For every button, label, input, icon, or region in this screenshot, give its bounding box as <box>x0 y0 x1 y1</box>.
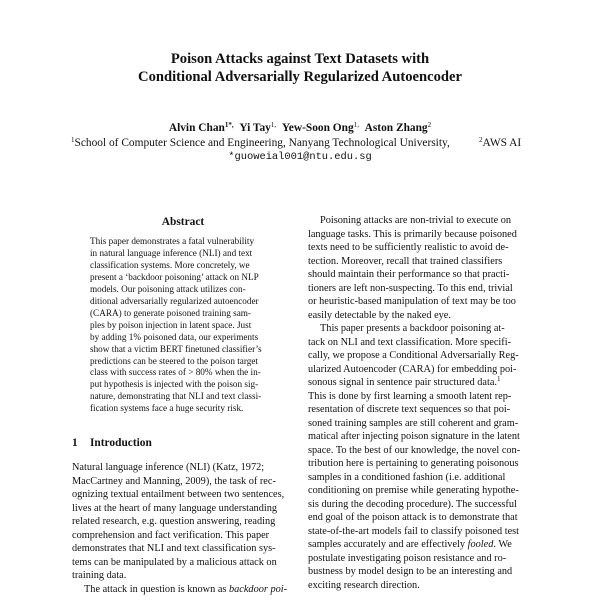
affil-sup-2: 2 <box>479 136 483 144</box>
author-sup: 1, <box>353 121 359 129</box>
text-line: (CARA) to generate poisoned training sam- <box>90 307 251 318</box>
author-sup: 1, <box>270 121 277 129</box>
affil-aws: AWS AI <box>482 137 522 149</box>
text-line: nature, demonstrating that NLI and text classi- <box>90 391 262 402</box>
text-line: conditioning on premise while generating hypothe- <box>308 485 519 496</box>
text-line: exciting research direction. <box>308 579 420 591</box>
text-line: tack on NLI and text classification. More specifi- <box>308 336 512 348</box>
author-sup: 2 <box>427 121 432 129</box>
text-line: samples accurately and are effectively fooled. We <box>308 539 512 550</box>
text-line: models. Our poisoning attack utilizes con- <box>90 283 246 294</box>
affil-sup-1: 1 <box>71 136 75 144</box>
text-line: fication systems face a huge security risk. <box>90 403 244 414</box>
right-column <box>308 214 532 592</box>
author-list <box>0 121 600 135</box>
text-line: soned training samples are still coherent and gram- <box>308 417 519 429</box>
text-line: end goal of the poison attack is to demonstrate that <box>308 512 518 523</box>
author-name: Aston Zhang <box>364 122 428 134</box>
text-line: bustness by model design to be an interesting and <box>308 566 513 577</box>
italic-term: fooled <box>467 539 494 550</box>
text-line: show that a victim BERT finetuned classifier’s <box>90 343 262 354</box>
title-line-2: Conditional Adversarially Regularized Autoencoder <box>138 69 462 85</box>
text-line: lives at the heart of many language understanding <box>72 502 278 514</box>
text-line: ditional adversarially regularized autoencoder <box>90 295 259 306</box>
section-number: 1 <box>72 437 78 449</box>
text-line: training data. <box>72 570 127 581</box>
text-line: ularized Autoencoder (CARA) for embedding poi- <box>308 363 517 375</box>
text-line: Poisoning attacks are non-trivial to execute on <box>320 215 512 226</box>
text-line: postulate investigating poison resistance and ro- <box>308 552 507 564</box>
text-line: sonous signal in sentence pair structured data.$^1$ <box>308 375 501 388</box>
text-line: sis during the decoding procedure). The successful <box>308 498 517 510</box>
intro-body <box>72 461 296 596</box>
text-line: class with success rates of > 80% when the in- <box>90 367 261 378</box>
text-line: classification systems. More concretely, we <box>90 259 250 270</box>
text-line: texts need to be sufficiently realistic to avoid de- <box>308 242 509 253</box>
text-line: language tasks. This is primarily because poisoned <box>308 228 517 240</box>
affiliations <box>71 136 541 150</box>
text-line: comprehension and fact verification. This paper <box>72 529 270 541</box>
text-line: in natural language inference (NLI) and text <box>90 247 253 258</box>
italic-term: backdoor poi- <box>229 583 288 595</box>
text-line: resentation of discrete text sequences so that poi- <box>308 404 511 415</box>
author-name: Yi Tay <box>239 122 271 134</box>
text-line: Natural language inference (NLI) (Katz, 1972; <box>72 462 265 473</box>
text-line: MacCartney and Manning, 2009), the task of rec- <box>72 475 276 487</box>
title-line-1: Poison Attacks against Text Datasets with <box>170 51 430 67</box>
author-sup: 1*, <box>224 121 234 129</box>
text-line: ognizing textual entailment between two sentences, <box>72 489 285 500</box>
text-line: tems can be manipulated by a malicious attack on <box>72 556 277 568</box>
text-line: or heuristic-based manipulation of text may be too <box>308 296 516 307</box>
author-name: Alvin Chan <box>168 122 225 134</box>
text-line: matical after injecting poison signature in the latent <box>308 431 520 442</box>
text-line: related research, e.g. question answering, reading <box>72 516 276 527</box>
text-line: demonstrates that NLI and text classification sys- <box>72 543 276 554</box>
paper-title <box>0 50 600 86</box>
text-line: put hypothesis is injected with the poison sig- <box>90 379 259 390</box>
text-line: tribution here is pertaining to generating poisonous <box>308 458 519 469</box>
abstract-heading: Abstract <box>161 216 205 228</box>
footnote-marker[interactable]: 1 <box>497 375 501 383</box>
abstract-body <box>90 236 276 415</box>
text-line: present a ‘backdoor poisoning’ attack on NLP <box>90 271 259 282</box>
text-line: state-of-the-art models fail to classify poisoned test <box>308 525 520 537</box>
text-line: This is done by first learning a smooth latent rep- <box>308 390 512 402</box>
author-name: Yew-Soon Ong <box>281 122 354 134</box>
affil-ntu: School of Computer Science and Engineering, Nanyang Technological University, <box>74 137 450 149</box>
text-line: tection. Moreover, recall that trained classifiers <box>308 255 503 267</box>
text-line: This paper demonstrates a fatal vulnerability <box>90 236 255 246</box>
text-line: should maintain their performance so that practi- <box>308 269 510 280</box>
section-heading <box>72 436 292 450</box>
text-line: The attack in question is known as backdoor poi- <box>84 583 288 595</box>
text-line: space. To the best of our knowledge, the novel con- <box>308 444 521 456</box>
text-line: easily detectable by the naked eye. <box>308 309 451 321</box>
text-line: predictions can be steered to the poison target <box>90 355 258 366</box>
text-line: cally, we propose a Conditional Adversarially Reg- <box>308 350 519 361</box>
section-title: Introduction <box>90 437 152 449</box>
text-line: samples in a conditioned fashion (i.e. additional <box>308 471 506 483</box>
text-line: This paper presents a backdoor poisoning at- <box>320 323 505 334</box>
text-line: ples by poison injection in latent space. Just <box>90 319 252 330</box>
email-address[interactable]: *guoweial001@ntu.edu.sg <box>228 151 372 163</box>
text-line: by adding 1% poisoned data, our experiments <box>90 331 259 342</box>
text-line: tioners are left non-suspecting. To this end, trivial <box>308 282 513 294</box>
